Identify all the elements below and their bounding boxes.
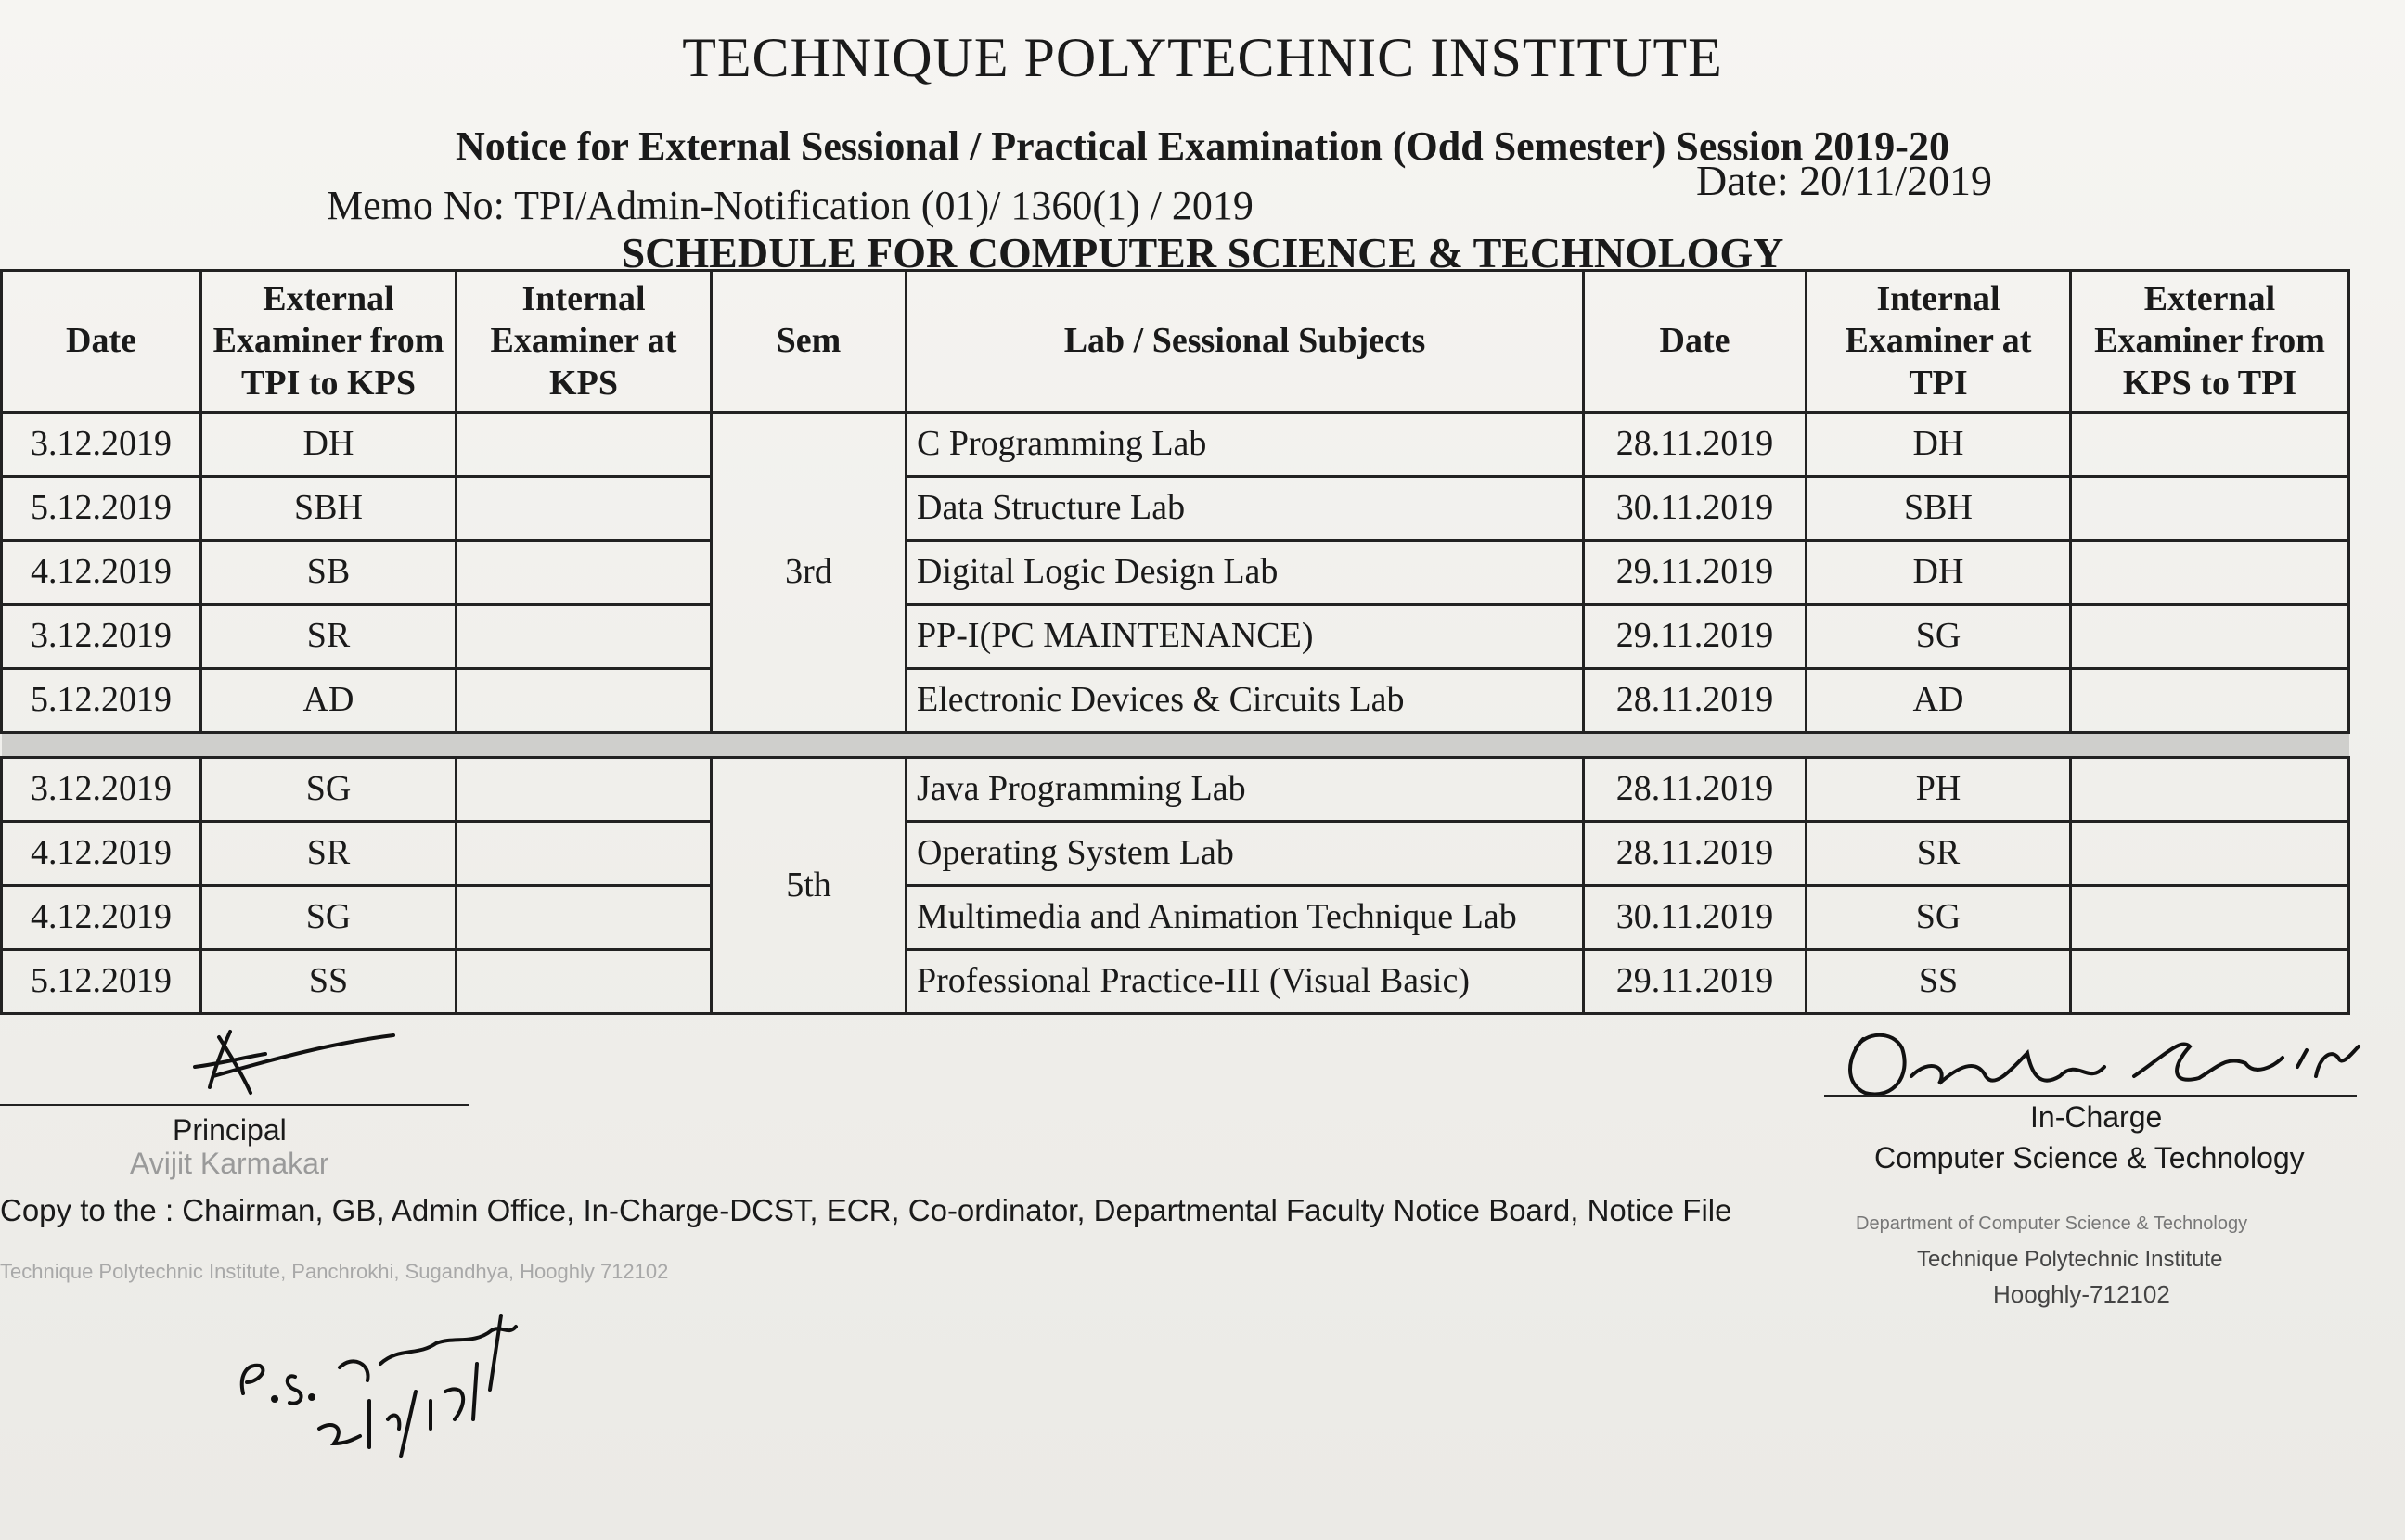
institute-name: TECHNIQUE POLYTECHNIC INSTITUTE (682, 27, 1723, 88)
notice-date: Date: 20/11/2019 (1696, 157, 1992, 204)
date-kps-cell: 3.12.2019 (2, 758, 201, 822)
int-examiner-kps-cell (457, 758, 712, 822)
date-tpi-cell: 28.11.2019 (1584, 669, 1807, 733)
subject-cell: C Programming Lab (907, 413, 1584, 477)
int-examiner-kps-cell (457, 541, 712, 605)
ext-examiner-tpi-kps-cell: SS (201, 950, 457, 1014)
ext-examiner-kps-tpi-cell (2071, 413, 2349, 477)
schedule-table (0, 269, 2350, 1015)
int-examiner-kps-cell (457, 886, 712, 950)
sem-cell: 3rd (712, 413, 907, 733)
int-examiner-tpi-cell: DH (1807, 413, 2071, 477)
int-examiner-kps-cell (457, 950, 712, 1014)
date-tpi-cell: 29.11.2019 (1584, 541, 1807, 605)
ext-examiner-kps-tpi-cell (2071, 758, 2349, 822)
principal-title: Principal (173, 1113, 287, 1147)
ext-examiner-tpi-kps-cell: DH (201, 413, 457, 477)
col-header: External Examiner from KPS to TPI (2071, 271, 2349, 413)
date-kps-cell: 5.12.2019 (2, 669, 201, 733)
subject-cell: PP-I(PC MAINTENANCE) (907, 605, 1584, 669)
principal-stamp-name: Avijit Karmakar (130, 1147, 329, 1180)
date-kps-cell: 3.12.2019 (2, 605, 201, 669)
ext-examiner-kps-tpi-cell (2071, 886, 2349, 950)
table-header-row (2, 271, 2349, 413)
ext-examiner-tpi-kps-cell: AD (201, 669, 457, 733)
date-kps-cell: 3.12.2019 (2, 413, 201, 477)
principal-stamp-address: Technique Polytechnic Institute, Panchrokhi, Sugandhya, Hooghly 712102 (0, 1260, 669, 1283)
int-examiner-kps-cell (457, 605, 712, 669)
int-examiner-tpi-cell: SR (1807, 822, 2071, 886)
date-kps-cell: 4.12.2019 (2, 886, 201, 950)
ext-examiner-tpi-kps-cell: SG (201, 886, 457, 950)
int-examiner-kps-cell (457, 477, 712, 541)
col-header: Date (1584, 271, 1807, 413)
date-kps-cell: 5.12.2019 (2, 477, 201, 541)
date-tpi-cell: 29.11.2019 (1584, 950, 1807, 1014)
principal-signature-line (0, 1104, 469, 1106)
ext-examiner-tpi-kps-cell: SB (201, 541, 457, 605)
ext-examiner-kps-tpi-cell (2071, 477, 2349, 541)
copy-to-line: Copy to the : Chairman, GB, Admin Office, In-Charge-DCST, ECR, Co-ordinator, Departmental Faculty Notice Board, Notice File (0, 1193, 1732, 1227)
date-tpi-cell: 28.11.2019 (1584, 413, 1807, 477)
int-examiner-kps-cell (457, 413, 712, 477)
ext-examiner-tpi-kps-cell: SG (201, 758, 457, 822)
table-row (2, 758, 2349, 822)
int-examiner-tpi-cell: AD (1807, 669, 2071, 733)
date-tpi-cell: 30.11.2019 (1584, 477, 1807, 541)
incharge-title: In-Charge (2030, 1100, 2163, 1134)
ext-examiner-kps-tpi-cell (2071, 822, 2349, 886)
principal-signature (195, 1032, 393, 1093)
subject-cell: Data Structure Lab (907, 477, 1584, 541)
col-header: Date (2, 271, 201, 413)
handwritten-initials-date (242, 1315, 516, 1457)
subject-cell: Java Programming Lab (907, 758, 1584, 822)
semester-separator (2, 733, 2349, 758)
incharge-signature-line (1824, 1095, 2357, 1097)
ext-examiner-kps-tpi-cell (2071, 605, 2349, 669)
memo-number: Memo No: TPI/Admin-Notification (01)/ 1360(1) / 2019 (327, 183, 1254, 228)
col-header: Sem (712, 271, 907, 413)
date-tpi-cell: 29.11.2019 (1584, 605, 1807, 669)
table-row (2, 541, 2349, 605)
subject-cell: Electronic Devices & Circuits Lab (907, 669, 1584, 733)
ext-examiner-tpi-kps-cell: SR (201, 822, 457, 886)
subject-cell: Digital Logic Design Lab (907, 541, 1584, 605)
ext-examiner-kps-tpi-cell (2071, 541, 2349, 605)
separator-band (2, 733, 2349, 758)
int-examiner-tpi-cell: SG (1807, 886, 2071, 950)
col-header: Lab / Sessional Subjects (907, 271, 1584, 413)
date-tpi-cell: 30.11.2019 (1584, 886, 1807, 950)
table-row (2, 669, 2349, 733)
col-header: Internal Examiner at KPS (457, 271, 712, 413)
int-examiner-tpi-cell: PH (1807, 758, 2071, 822)
ext-examiner-tpi-kps-cell: SR (201, 605, 457, 669)
int-examiner-kps-cell (457, 669, 712, 733)
date-kps-cell: 4.12.2019 (2, 541, 201, 605)
date-kps-cell: 5.12.2019 (2, 950, 201, 1014)
date-tpi-cell: 28.11.2019 (1584, 758, 1807, 822)
ext-examiner-kps-tpi-cell (2071, 669, 2349, 733)
ext-examiner-kps-tpi-cell (2071, 950, 2349, 1014)
stamp-location: Hooghly-712102 (1993, 1280, 2170, 1308)
table-row (2, 950, 2349, 1014)
date-kps-cell: 4.12.2019 (2, 822, 201, 886)
table-row (2, 886, 2349, 950)
notice-heading: Notice for External Sessional / Practical Examination (Odd Semester) Session 2019-20 (456, 123, 1949, 169)
incharge-department: Computer Science & Technology (1874, 1141, 2305, 1174)
subject-cell: Professional Practice-III (Visual Basic) (907, 950, 1584, 1014)
table-row (2, 822, 2349, 886)
int-examiner-tpi-cell: SG (1807, 605, 2071, 669)
schedule-title: SCHEDULE FOR COMPUTER SCIENCE & TECHNOLOGY (621, 229, 1784, 276)
date-tpi-cell: 28.11.2019 (1584, 822, 1807, 886)
int-examiner-kps-cell (457, 822, 712, 886)
table-row (2, 477, 2349, 541)
int-examiner-tpi-cell: SBH (1807, 477, 2071, 541)
sem-cell: 5th (712, 758, 907, 1014)
stamp-institute: Technique Polytechnic Institute (1917, 1247, 2223, 1272)
col-header: Internal Examiner at TPI (1807, 271, 2071, 413)
incharge-signature (1850, 1035, 2359, 1095)
subject-cell: Multimedia and Animation Technique Lab (907, 886, 1584, 950)
stamp-department: Department of Computer Science & Technology (1856, 1213, 2248, 1234)
int-examiner-tpi-cell: SS (1807, 950, 2071, 1014)
col-header: External Examiner from TPI to KPS (201, 271, 457, 413)
table-row (2, 605, 2349, 669)
int-examiner-tpi-cell: DH (1807, 541, 2071, 605)
subject-cell: Operating System Lab (907, 822, 1584, 886)
ext-examiner-tpi-kps-cell: SBH (201, 477, 457, 541)
table-row (2, 413, 2349, 477)
